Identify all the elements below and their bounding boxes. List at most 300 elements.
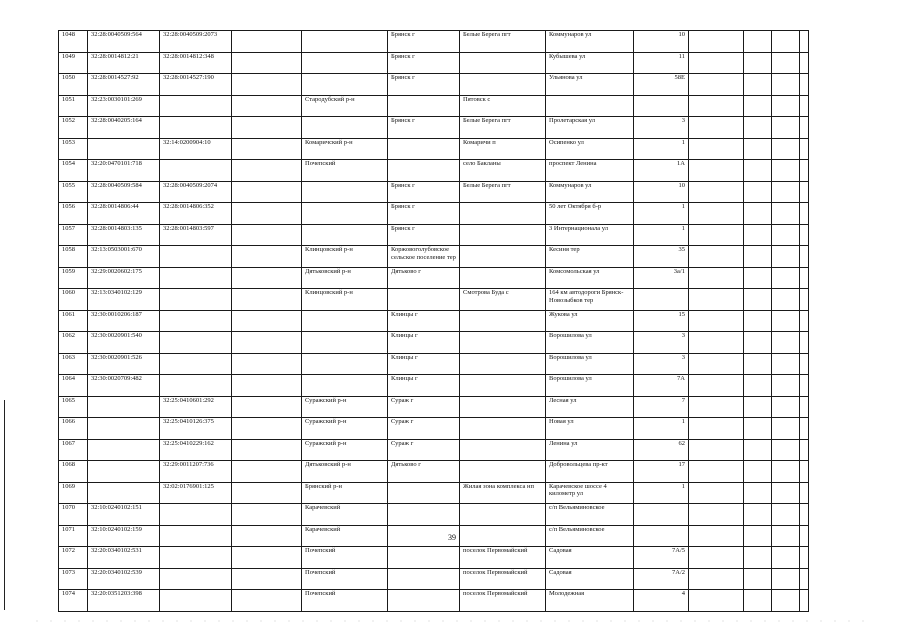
cell-extra-2 (744, 138, 772, 160)
cell-blank (232, 246, 302, 268)
cell-house-number (634, 289, 689, 311)
table-row (59, 590, 809, 612)
cell-cadastral-number-2 (160, 267, 232, 289)
cell-settlement (460, 74, 546, 96)
cell-cadastral-number: 32:29:0020602:175 (88, 267, 160, 289)
cell-district (302, 224, 388, 246)
cell-street: 164 км автодороги Брянск-Новозыбков тер (546, 289, 634, 311)
cell-blank (232, 482, 302, 504)
cell-cadastral-number (88, 482, 160, 504)
cell-extra-4 (800, 289, 809, 311)
cell-street: Новая ул (546, 418, 634, 440)
cell-cadastral-number: 32:20:0351203:398 (88, 590, 160, 612)
cell-house-number: 1А (634, 160, 689, 182)
cell-street: Осипенко ул (546, 138, 634, 160)
cell-cadastral-number: 32:30:0020709:482 (88, 375, 160, 397)
cell-extra-2 (744, 353, 772, 375)
cell-settlement: Комаричи п (460, 138, 546, 160)
cell-settlement (460, 504, 546, 526)
cell-city (388, 568, 460, 590)
cell-street: Коммунаров ул (546, 181, 634, 203)
cell-district (302, 181, 388, 203)
cell-cadastral-number-2: 32:02:0176901:125 (160, 482, 232, 504)
cell-street: Садовая (546, 547, 634, 569)
cell-extra-4 (800, 267, 809, 289)
cell-city (388, 590, 460, 612)
cell-city (388, 138, 460, 160)
cell-extra-3 (772, 568, 800, 590)
cell-extra-3 (772, 547, 800, 569)
cell-settlement (460, 224, 546, 246)
cell-extra-3 (772, 418, 800, 440)
cell-street: с/п Вельяминовское (546, 504, 634, 526)
cell-house-number (634, 504, 689, 526)
cell-house-number: 1 (634, 482, 689, 504)
cell-blank (232, 375, 302, 397)
cell-cadastral-number: 32:20:0340102:539 (88, 568, 160, 590)
cell-street: Комсомольская ул (546, 267, 634, 289)
cell-blank (232, 117, 302, 139)
cell-street: 3 Интернационала ул (546, 224, 634, 246)
cell-blank (232, 74, 302, 96)
cell-district: Дятьковский р-н (302, 461, 388, 483)
cell-extra-4 (800, 590, 809, 612)
cell-blank (232, 396, 302, 418)
cell-settlement: поселок Первомайский (460, 590, 546, 612)
cell-row-number: 1068 (59, 461, 88, 483)
cell-street: Жукова ул (546, 310, 634, 332)
cell-district: Дятьковский р-н (302, 267, 388, 289)
cell-extra-4 (800, 461, 809, 483)
cell-street: Ворошилова ул (546, 332, 634, 354)
cell-cadastral-number: 32:20:0470101:718 (88, 160, 160, 182)
cell-extra-1 (689, 267, 744, 289)
cell-street: 50 лет Октября б-р (546, 203, 634, 225)
table-row (59, 138, 809, 160)
cell-district: Стародубский р-н (302, 95, 388, 117)
cell-extra-2 (744, 418, 772, 440)
cell-cadastral-number-2: 32:25:0410126:375 (160, 418, 232, 440)
cell-city: Клинцы г (388, 353, 460, 375)
property-register-table (58, 30, 809, 612)
cell-house-number: 1 (634, 418, 689, 440)
cell-extra-3 (772, 52, 800, 74)
cell-blank (232, 525, 302, 547)
cell-extra-4 (800, 310, 809, 332)
cell-district: Почепский (302, 160, 388, 182)
cell-district (302, 310, 388, 332)
cell-district: Суражский р-н (302, 418, 388, 440)
cell-row-number: 1059 (59, 267, 88, 289)
cell-extra-3 (772, 461, 800, 483)
cell-extra-1 (689, 375, 744, 397)
cell-extra-2 (744, 568, 772, 590)
cell-settlement (460, 418, 546, 440)
cell-row-number: 1065 (59, 396, 88, 418)
cell-house-number: 62 (634, 439, 689, 461)
cell-city (388, 482, 460, 504)
table-row (59, 332, 809, 354)
cell-cadastral-number-2 (160, 590, 232, 612)
cell-city: Клинцы г (388, 310, 460, 332)
cell-row-number: 1052 (59, 117, 88, 139)
cell-city (388, 289, 460, 311)
cell-house-number: 7А/5 (634, 547, 689, 569)
cell-extra-1 (689, 482, 744, 504)
cell-blank (232, 461, 302, 483)
cell-cadastral-number-2: 32:14:0200904:10 (160, 138, 232, 160)
cell-street (546, 95, 634, 117)
cell-district: Почепский (302, 590, 388, 612)
cell-extra-4 (800, 353, 809, 375)
cell-row-number: 1058 (59, 246, 88, 268)
cell-blank (232, 289, 302, 311)
cell-cadastral-number: 32:30:0020901:526 (88, 353, 160, 375)
cell-extra-1 (689, 52, 744, 74)
cell-city: Брянск г (388, 224, 460, 246)
cell-city: Дятьково г (388, 461, 460, 483)
cell-city: Брянск г (388, 31, 460, 53)
cell-district: Карачевский (302, 504, 388, 526)
cell-extra-2 (744, 95, 772, 117)
cell-cadastral-number-2 (160, 95, 232, 117)
cell-row-number: 1072 (59, 547, 88, 569)
cell-cadastral-number-2 (160, 289, 232, 311)
cell-settlement: Белые Берега пгт (460, 117, 546, 139)
cell-blank (232, 568, 302, 590)
cell-cadastral-number-2: 32:28:0014812:348 (160, 52, 232, 74)
cell-row-number: 1062 (59, 332, 88, 354)
cell-extra-1 (689, 568, 744, 590)
cell-district: Суражский р-н (302, 396, 388, 418)
table-row (59, 267, 809, 289)
cell-cadastral-number-2: 32:28:0014527:190 (160, 74, 232, 96)
cell-city: Сураж г (388, 439, 460, 461)
cell-extra-3 (772, 74, 800, 96)
cell-house-number: 3 (634, 332, 689, 354)
cell-extra-3 (772, 396, 800, 418)
cell-district (302, 203, 388, 225)
cell-row-number: 1066 (59, 418, 88, 440)
cell-settlement: село Бакланы (460, 160, 546, 182)
cell-extra-3 (772, 160, 800, 182)
cell-settlement (460, 375, 546, 397)
cell-city: Коржовоголубовское сельское поселение тер (388, 246, 460, 268)
cell-street: Кубышева ул (546, 52, 634, 74)
cell-extra-3 (772, 289, 800, 311)
cell-blank (232, 310, 302, 332)
cell-district (302, 353, 388, 375)
cell-cadastral-number-2 (160, 375, 232, 397)
table-row (59, 203, 809, 225)
cell-district: Комаричский р-н (302, 138, 388, 160)
cell-extra-4 (800, 95, 809, 117)
cell-city: Брянск г (388, 52, 460, 74)
cell-extra-3 (772, 332, 800, 354)
cell-extra-2 (744, 74, 772, 96)
cell-cadastral-number (88, 396, 160, 418)
cell-blank (232, 267, 302, 289)
cell-row-number: 1064 (59, 375, 88, 397)
table-row (59, 525, 809, 547)
cell-blank (232, 439, 302, 461)
cell-extra-2 (744, 289, 772, 311)
cell-district: Почепский (302, 568, 388, 590)
cell-extra-3 (772, 181, 800, 203)
cell-cadastral-number-2 (160, 547, 232, 569)
cell-extra-4 (800, 525, 809, 547)
cell-settlement: Смотрова Буда с (460, 289, 546, 311)
cell-blank (232, 52, 302, 74)
cell-extra-4 (800, 74, 809, 96)
cell-extra-3 (772, 95, 800, 117)
cell-house-number: 4 (634, 590, 689, 612)
cell-row-number: 1063 (59, 353, 88, 375)
cell-blank (232, 160, 302, 182)
cell-settlement (460, 525, 546, 547)
cell-city (388, 547, 460, 569)
cell-blank (232, 332, 302, 354)
cell-district: Карачевский (302, 525, 388, 547)
cell-city: Сураж г (388, 418, 460, 440)
cell-cadastral-number: 32:28:0040509:564 (88, 31, 160, 53)
cell-street: проспект Ленина (546, 160, 634, 182)
cell-house-number (634, 95, 689, 117)
cell-extra-2 (744, 396, 772, 418)
cell-cadastral-number-2 (160, 246, 232, 268)
cell-extra-2 (744, 439, 772, 461)
cell-house-number: 1 (634, 138, 689, 160)
cell-extra-4 (800, 138, 809, 160)
cell-extra-1 (689, 310, 744, 332)
cell-blank (232, 95, 302, 117)
cell-house-number: 11 (634, 52, 689, 74)
cell-extra-1 (689, 181, 744, 203)
table-row (59, 396, 809, 418)
cell-extra-4 (800, 504, 809, 526)
cell-house-number (634, 525, 689, 547)
cell-extra-2 (744, 310, 772, 332)
table-row (59, 160, 809, 182)
cell-settlement: Жилая зона комплекса нп (460, 482, 546, 504)
cell-extra-2 (744, 246, 772, 268)
cell-extra-2 (744, 181, 772, 203)
cell-row-number: 1074 (59, 590, 88, 612)
cell-district (302, 52, 388, 74)
cell-row-number: 1060 (59, 289, 88, 311)
cell-city: Брянск г (388, 74, 460, 96)
table-row (59, 418, 809, 440)
cell-extra-4 (800, 396, 809, 418)
cell-extra-4 (800, 31, 809, 53)
cell-settlement (460, 203, 546, 225)
cell-extra-1 (689, 289, 744, 311)
cell-extra-1 (689, 461, 744, 483)
cell-extra-1 (689, 203, 744, 225)
cell-extra-1 (689, 74, 744, 96)
cell-blank (232, 203, 302, 225)
cell-blank (232, 138, 302, 160)
cell-extra-3 (772, 525, 800, 547)
cell-row-number: 1051 (59, 95, 88, 117)
table-row (59, 289, 809, 311)
cell-house-number: 15 (634, 310, 689, 332)
cell-cadastral-number-2: 32:25:0410229:162 (160, 439, 232, 461)
cell-house-number: 7А (634, 375, 689, 397)
cell-house-number: 10 (634, 181, 689, 203)
cell-extra-2 (744, 482, 772, 504)
cell-city (388, 160, 460, 182)
table-row (59, 547, 809, 569)
cell-extra-4 (800, 203, 809, 225)
cell-blank (232, 224, 302, 246)
cell-extra-3 (772, 224, 800, 246)
cell-cadastral-number (88, 461, 160, 483)
cell-extra-3 (772, 504, 800, 526)
cell-cadastral-number: 32:20:0340102:531 (88, 547, 160, 569)
cell-city: Клинцы г (388, 332, 460, 354)
table-row (59, 246, 809, 268)
cell-district: Брянский р-н (302, 482, 388, 504)
table-row (59, 504, 809, 526)
cell-extra-3 (772, 482, 800, 504)
cell-row-number: 1070 (59, 504, 88, 526)
cell-extra-3 (772, 246, 800, 268)
cell-extra-3 (772, 310, 800, 332)
cell-settlement (460, 310, 546, 332)
cell-extra-4 (800, 224, 809, 246)
cell-city: Брянск г (388, 181, 460, 203)
cell-extra-3 (772, 590, 800, 612)
cell-blank (232, 353, 302, 375)
cell-extra-1 (689, 31, 744, 53)
cell-row-number: 1054 (59, 160, 88, 182)
cell-settlement: поселок Первомайский (460, 568, 546, 590)
cell-extra-2 (744, 117, 772, 139)
cell-cadastral-number-2: 32:28:0040509:2073 (160, 31, 232, 53)
cell-cadastral-number-2 (160, 504, 232, 526)
cell-extra-3 (772, 203, 800, 225)
cell-settlement (460, 267, 546, 289)
cell-extra-3 (772, 439, 800, 461)
cell-row-number: 1071 (59, 525, 88, 547)
cell-extra-2 (744, 52, 772, 74)
cell-extra-2 (744, 203, 772, 225)
cell-settlement (460, 332, 546, 354)
scan-noise (30, 618, 870, 624)
cell-row-number: 1049 (59, 52, 88, 74)
table-row (59, 353, 809, 375)
scan-edge-line (4, 400, 5, 610)
cell-settlement: поселок Первомайский (460, 547, 546, 569)
cell-extra-2 (744, 224, 772, 246)
cell-cadastral-number-2 (160, 568, 232, 590)
cell-city (388, 95, 460, 117)
table-row (59, 310, 809, 332)
cell-street: Кесиня тер (546, 246, 634, 268)
cell-blank (232, 590, 302, 612)
cell-house-number: 3 (634, 353, 689, 375)
cell-street: Пролетарская ул (546, 117, 634, 139)
cell-extra-4 (800, 246, 809, 268)
cell-row-number: 1048 (59, 31, 88, 53)
table-row (59, 181, 809, 203)
cell-settlement: Белые Берега пгт (460, 31, 546, 53)
cell-cadastral-number: 32:10:0240102:159 (88, 525, 160, 547)
table-row (59, 482, 809, 504)
cell-extra-2 (744, 590, 772, 612)
cell-district (302, 31, 388, 53)
page-number: 39 (448, 533, 456, 542)
cell-extra-3 (772, 31, 800, 53)
cell-blank (232, 31, 302, 53)
cell-cadastral-number: 32:28:0040205:164 (88, 117, 160, 139)
cell-extra-4 (800, 160, 809, 182)
cell-street: Добровольцева пр-кт (546, 461, 634, 483)
cell-extra-2 (744, 332, 772, 354)
cell-street: Ворошилова ул (546, 375, 634, 397)
cell-street: с/п Вельяминовское (546, 525, 634, 547)
cell-cadastral-number (88, 439, 160, 461)
cell-house-number: 17 (634, 461, 689, 483)
cell-extra-4 (800, 332, 809, 354)
cell-extra-1 (689, 439, 744, 461)
cell-city: Дятьково г (388, 267, 460, 289)
table-row (59, 375, 809, 397)
cell-extra-2 (744, 525, 772, 547)
cell-extra-3 (772, 138, 800, 160)
cell-settlement (460, 52, 546, 74)
cell-house-number: 10 (634, 31, 689, 53)
cell-row-number: 1050 (59, 74, 88, 96)
cell-extra-1 (689, 138, 744, 160)
cell-extra-3 (772, 117, 800, 139)
cell-row-number: 1073 (59, 568, 88, 590)
cell-district: Клинцовский р-н (302, 289, 388, 311)
cell-row-number: 1053 (59, 138, 88, 160)
cell-extra-1 (689, 418, 744, 440)
cell-city: Брянск г (388, 203, 460, 225)
cell-city (388, 504, 460, 526)
cell-extra-1 (689, 160, 744, 182)
cell-cadastral-number: 32:10:0240102:151 (88, 504, 160, 526)
cell-extra-4 (800, 181, 809, 203)
cell-settlement (460, 246, 546, 268)
cell-extra-1 (689, 332, 744, 354)
table-row (59, 224, 809, 246)
cell-cadastral-number (88, 418, 160, 440)
cell-cadastral-number-2 (160, 117, 232, 139)
cell-cadastral-number-2: 32:29:0011207:736 (160, 461, 232, 483)
cell-district: Суражский р-н (302, 439, 388, 461)
cell-street: Садовая (546, 568, 634, 590)
cell-street: Ленина ул (546, 439, 634, 461)
cell-cadastral-number: 32:13:0340102:129 (88, 289, 160, 311)
cell-extra-1 (689, 246, 744, 268)
cell-house-number: 1 (634, 224, 689, 246)
cell-cadastral-number: 32:13:0503001:670 (88, 246, 160, 268)
cell-district (302, 74, 388, 96)
cell-extra-2 (744, 461, 772, 483)
cell-extra-1 (689, 547, 744, 569)
cell-settlement (460, 461, 546, 483)
cell-house-number: 3 (634, 117, 689, 139)
cell-cadastral-number-2 (160, 332, 232, 354)
cell-district (302, 332, 388, 354)
cell-district (302, 117, 388, 139)
cell-street: Карачевское шоссе 4 километр ул (546, 482, 634, 504)
cell-cadastral-number: 32:23:0030101:269 (88, 95, 160, 117)
